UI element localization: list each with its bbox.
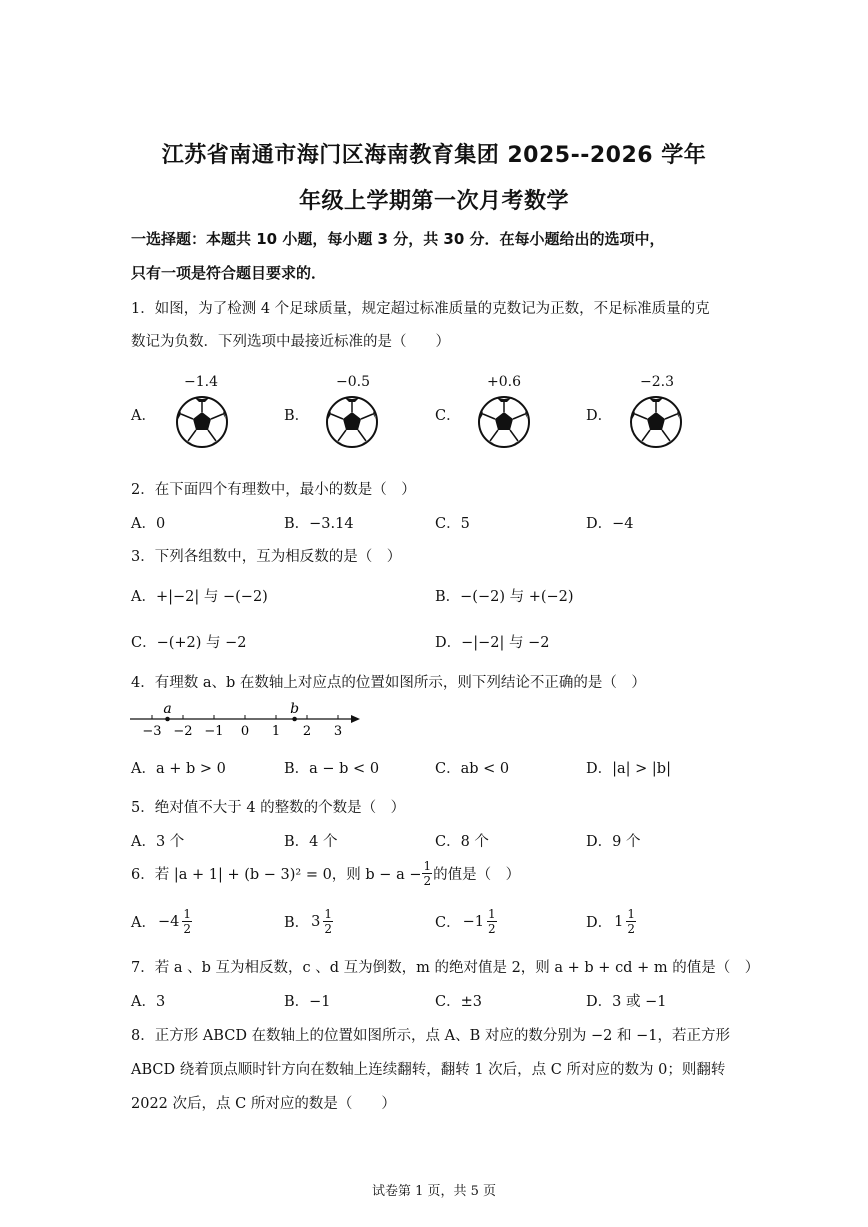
q6-option-b-whole: 3	[311, 913, 321, 930]
section-header-line1: 一选择题：本题共 10 小题，每小题 3 分，共 30 分．在每小题给出的选项中，	[131, 230, 665, 248]
axis-tick-label: 2	[302, 724, 312, 739]
q1-option-c-letter: C．	[435, 408, 461, 424]
q7-option-a: A．3	[131, 994, 166, 1010]
q1-option-d-value: −2.3	[640, 374, 674, 390]
q3-option-c: C．−(+2) 与 −2	[131, 635, 247, 651]
q5-option-a: A．3 个	[131, 834, 185, 850]
axis-tick-label: −1	[204, 724, 224, 739]
section-header-line2: 只有一项是符合题目要求的．	[131, 264, 327, 282]
point-a	[165, 717, 170, 722]
q2-option-b: B．−3.14	[284, 516, 354, 532]
axis-tick-label: −3	[142, 724, 162, 739]
q1-option-a-letter: A．	[131, 408, 156, 424]
denominator: 2	[627, 922, 636, 936]
q6-option-d-fraction	[626, 908, 636, 935]
q3-option-d: D．−|−2| 与 −2	[435, 635, 550, 651]
q8-text-line3: 2022 次后，点 C 所对应的数是（ ）	[131, 1096, 396, 1112]
point-b-label: b	[290, 701, 300, 717]
doc-title-line2: 年级上学期第一次月考数学	[298, 189, 569, 214]
q6-option-a-whole: −4	[157, 913, 180, 930]
axis-tick-label: −2	[173, 724, 193, 739]
soccer-ball-icon	[477, 395, 531, 449]
q3-option-b: B．−(−2) 与 +(−2)	[435, 589, 574, 605]
q6-option-c	[435, 908, 498, 935]
q7-option-d: D．3 或 −1	[586, 994, 667, 1010]
q6-option-a-letter: A．	[131, 915, 156, 931]
axis-tick-label: 3	[333, 724, 343, 739]
q4-option-a: A．a + b > 0	[131, 761, 226, 777]
q6-option-c-whole: −1	[462, 913, 484, 930]
point-a-label: a	[163, 701, 172, 717]
q5-option-c: C．8 个	[435, 834, 489, 850]
q2-option-c: C．5	[435, 516, 470, 532]
q7-text: 7．若 a 、b 互为相反数，c 、d 互为倒数，m 的绝对值是 2，则 a + b + cd + m 的值是（ ）	[131, 960, 760, 976]
q4-option-b: B．a − b < 0	[284, 761, 380, 777]
page-footer: 试卷第 1 页，共 5 页	[371, 1184, 497, 1199]
q4-text: 4．有理数 a、b 在数轴上对应点的位置如图所示，则下列结论不正确的是（ ）	[131, 675, 646, 691]
axis-tick-label: 0	[240, 724, 250, 739]
q6-option-d-whole: 1	[614, 913, 624, 930]
q1-option-b-letter: B．	[284, 408, 310, 424]
q4-option-c: C．ab < 0	[435, 761, 510, 777]
q6-text-part2: 的值是（ ）	[433, 867, 521, 883]
q6-option-a-fraction	[182, 908, 192, 935]
q6-option-b-fraction	[323, 908, 333, 935]
q6-fraction-denominator: 2	[423, 874, 432, 888]
numerator: 1	[324, 907, 333, 921]
arrow-icon	[351, 715, 360, 723]
q3-option-a: A．+|−2| 与 −(−2)	[131, 589, 268, 605]
point-b	[292, 717, 297, 722]
q6-option-b	[284, 908, 334, 935]
q6-option-a	[131, 908, 193, 935]
q5-text: 5．绝对值不大于 4 的整数的个数是（ ）	[131, 800, 406, 816]
q6-option-b-letter: B．	[284, 915, 310, 931]
q3-text: 3．下列各组数中，互为相反数的是（ ）	[131, 549, 402, 565]
q6-fraction	[422, 860, 432, 887]
q6-option-c-letter: C．	[435, 915, 461, 931]
q6-fraction-numerator: 1	[423, 859, 432, 873]
q7-option-b: B．−1	[284, 994, 331, 1010]
q8-text-line2: ABCD 绕着顶点顺时针方向在数轴上连续翻转，翻转 1 次后，点 C 所对应的数为 0；则翻转	[131, 1062, 726, 1078]
doc-title-line1: 江苏省南通市海门区海南教育集团 2025--2026 学年	[161, 143, 707, 168]
q2-text: 2．在下面四个有理数中，最小的数是（ ）	[131, 482, 416, 498]
q6-option-c-fraction	[487, 908, 497, 935]
denominator: 2	[487, 922, 496, 936]
q1-text-line2: 数记为负数．下列选项中最接近标准的是（ ）	[131, 334, 450, 350]
q8-text-line1: 8．正方形 ABCD 在数轴上的位置如图所示，点 A、B 对应的数分别为 −2 和 −1，若正方形	[131, 1028, 730, 1044]
q5-option-d: D．9 个	[586, 834, 641, 850]
q1-option-a-value: −1.4	[184, 374, 218, 390]
q1-option-b-value: −0.5	[336, 374, 370, 390]
q1-option-c-value: +0.6	[487, 374, 521, 390]
numerator: 1	[627, 907, 636, 921]
q1-text-line1: 1．如图，为了检测 4 个足球质量，规定超过标准质量的克数记为正数，不足标准质量的克	[131, 301, 710, 317]
numerator: 1	[487, 907, 496, 921]
denominator: 2	[324, 922, 333, 936]
q4-option-d: D．|a| > |b|	[586, 761, 671, 777]
number-line	[128, 698, 364, 740]
q2-option-a: A．0	[131, 516, 166, 532]
q6-option-d	[586, 908, 637, 935]
soccer-ball-icon	[629, 395, 683, 449]
q6-text	[131, 860, 520, 887]
q5-option-b: B．4 个	[284, 834, 338, 850]
q7-option-c: C．±3	[435, 994, 482, 1010]
axis-tick-label: 1	[271, 724, 281, 739]
q2-option-d: D．−4	[586, 516, 634, 532]
q6-option-d-letter: D．	[586, 915, 613, 931]
q6-text-part1: 6．若 |a + 1| + (b − 3)² = 0，则 b − a −	[131, 867, 422, 883]
numerator: 1	[183, 907, 191, 921]
q1-option-d-letter: D．	[586, 408, 613, 424]
soccer-ball-icon	[325, 395, 379, 449]
soccer-ball-icon	[175, 395, 229, 449]
denominator: 2	[183, 922, 191, 936]
